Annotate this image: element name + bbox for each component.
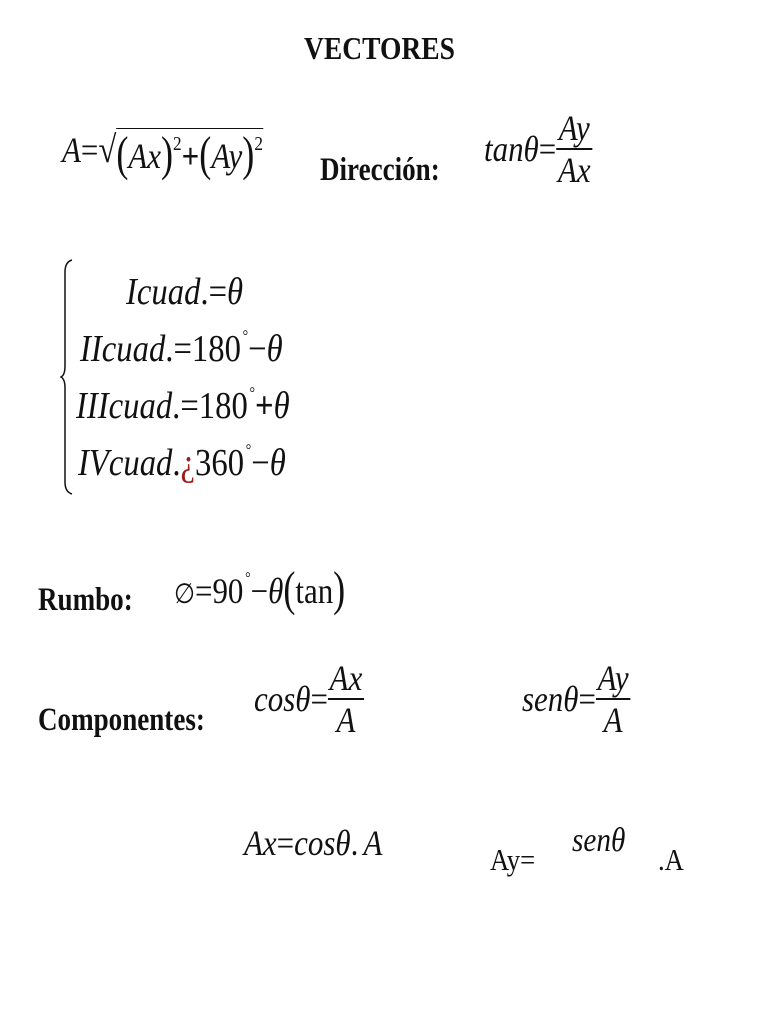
cuadrante-name: IIcuad [80, 328, 166, 370]
cuadrante-value: 180 [198, 385, 248, 427]
sen-fraction [596, 658, 630, 740]
cuadrante-dot: . [165, 328, 174, 370]
cos-formula [254, 658, 364, 740]
cuadrante-dot: . [200, 271, 209, 313]
sqrt-sign: √ [98, 129, 117, 171]
square-root [98, 128, 263, 182]
cos-eq: = [310, 678, 328, 719]
magnitude-lhs: A [62, 130, 81, 170]
sen-formula [522, 658, 630, 740]
degree-symbol: ° [245, 442, 252, 459]
fraction-numerator: Ax [329, 658, 363, 698]
degree-symbol: ° [249, 385, 256, 402]
direccion-label: Dirección: [320, 152, 440, 188]
plus-sign: + [181, 136, 200, 176]
magnitude-term-ax: Ax [128, 136, 162, 176]
cuadrante-sign: + [255, 385, 274, 427]
cuadrante-name: Icuad [126, 271, 201, 313]
inverted-question-mark: ¿ [180, 442, 196, 484]
cos-fraction [328, 658, 364, 740]
rumbo-tan: tan [295, 571, 334, 611]
ax-a: A [363, 823, 383, 863]
ax-cos: cosθ [294, 823, 351, 863]
degree-symbol: ° [245, 570, 251, 587]
fraction-numerator: Ay [597, 658, 629, 698]
cuadrante-op: = [173, 328, 192, 370]
magnitude-formula [62, 128, 263, 182]
ax-equation [244, 822, 382, 864]
sen-eq: = [578, 678, 596, 719]
rumbo-value: 90 [212, 571, 244, 611]
ax-lhs: Ax [244, 823, 277, 863]
magnitude-term-ay: Ay [211, 136, 243, 176]
ay-sen: senθ [572, 822, 626, 859]
theta-symbol: θ [268, 571, 284, 611]
direccion-eq: = [538, 128, 557, 169]
cuadrante-op: = [208, 271, 228, 313]
theta-symbol: θ [273, 385, 290, 427]
tan-lhs: tanθ [484, 128, 539, 169]
cuadrante-row-1 [126, 270, 243, 314]
cos-lhs: cosθ [254, 678, 311, 719]
cuadrante-value: 360 [195, 442, 245, 484]
rumbo-eq: = [194, 571, 213, 611]
left-brace [60, 258, 74, 496]
ax-dot: . [350, 823, 359, 863]
exponent-ay: 2 [254, 133, 263, 155]
sen-lhs: senθ [522, 678, 579, 719]
fraction-denominator: A [603, 699, 623, 740]
phi-symbol: ∅ [174, 579, 195, 610]
ay-rhs: .A [658, 842, 684, 877]
cuadrante-name: IIIcuad [76, 385, 173, 427]
cuadrante-dot: . [172, 442, 181, 484]
degree-symbol: ° [242, 328, 249, 345]
page-title: VECTORES [304, 30, 455, 66]
theta-symbol: θ [269, 442, 286, 484]
fraction-numerator: Ay [558, 108, 590, 148]
cuadrante-row-3 [76, 384, 290, 428]
fraction-denominator: A [336, 699, 356, 740]
magnitude-eq: = [80, 130, 99, 170]
theta-symbol: θ [266, 328, 283, 370]
cuadrante-op: = [180, 385, 199, 427]
cuadrante-row-4 [78, 441, 286, 485]
ay-lhs: Ay= [490, 842, 536, 877]
sqrt-body: $(Ax)^2+(Ay)^2$ [116, 128, 263, 182]
cuadrante-row-2 [80, 327, 283, 371]
rumbo-formula: ∅=90 °−θ(tan) [174, 563, 346, 617]
ax-eq: = [276, 823, 295, 863]
componentes-label: Componentes: [38, 702, 205, 738]
fraction-denominator: Ax [557, 149, 591, 190]
exponent-ax: 2 [173, 133, 182, 155]
cuadrante-sign: − [248, 328, 267, 370]
cuadrante-dot: . [172, 385, 181, 427]
cuadrante-value: θ [227, 271, 244, 313]
rumbo-label: Rumbo: [38, 582, 133, 618]
cuadrante-name: IVcuad [78, 442, 173, 484]
direccion-formula [484, 108, 592, 190]
cuadrante-sign: − [251, 442, 270, 484]
rumbo-minus: − [250, 571, 269, 611]
cuadrante-value: 180 [191, 328, 241, 370]
direccion-fraction [556, 108, 592, 190]
